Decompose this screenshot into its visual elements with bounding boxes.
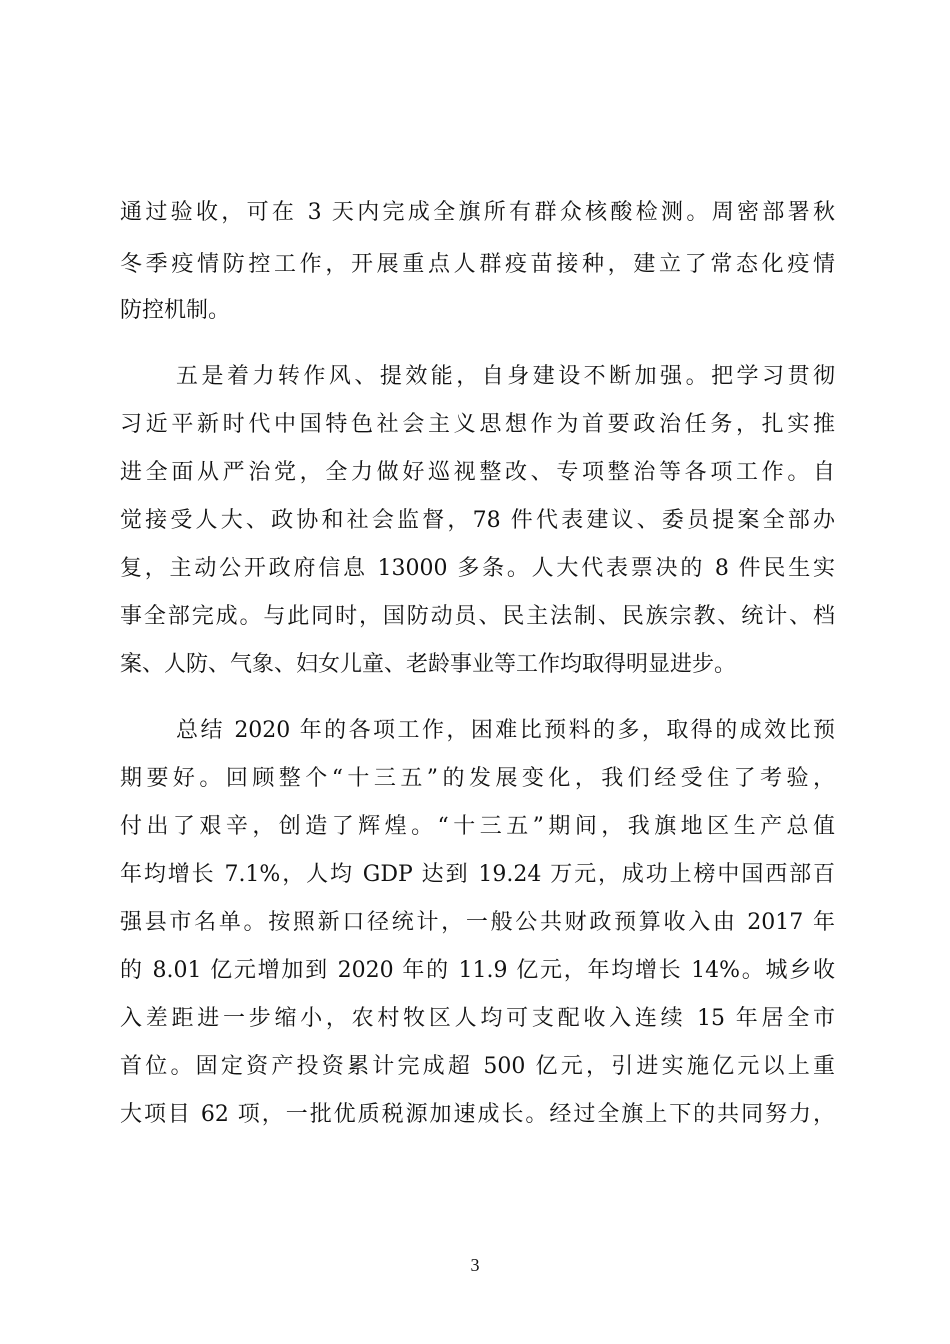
text-line: 防控机制。 — [120, 298, 231, 323]
text-line: 期要好。回顾整个“十三五”的发展变化，我们经受住了考验， — [120, 766, 835, 791]
text-line: 进全面从严治党，全力做好巡视整改、专项整治等各项工作。自 — [120, 460, 835, 485]
text-line: 习近平新时代中国特色社会主义思想作为首要政治任务，扎实推 — [120, 412, 835, 437]
text-line: 案、人防、气象、妇女儿童、老龄事业等工作均取得明显进步。 — [120, 652, 737, 677]
text-line: 年均增长 7.1%，人均 GDP 达到 19.24 万元，成功上榜中国西部百 — [120, 862, 835, 887]
text-line: 通过验收，可在 3 天内完成全旗所有群众核酸检测。周密部署秋 — [120, 200, 835, 225]
text-line: 总结 2020 年的各项工作，困难比预料的多，取得的成效比预 — [176, 718, 835, 743]
text-line: 大项目 62 项，一批优质税源加速成长。经过全旗上下的共同努力， — [120, 1102, 835, 1127]
text-line: 的 8.01 亿元增加到 2020 年的 11.9 亿元，年均增长 14%。城乡收 — [120, 958, 835, 983]
text-line: 五是着力转作风、提效能，自身建设不断加强。把学习贯彻 — [176, 364, 835, 389]
text-line: 首位。固定资产投资累计完成超 500 亿元，引进实施亿元以上重 — [120, 1054, 835, 1079]
text-line: 入差距进一步缩小，农村牧区人均可支配收入连续 15 年居全市 — [120, 1006, 835, 1031]
text-line: 复，主动公开政府信息 13000 多条。人大代表票决的 8 件民生实 — [120, 556, 835, 581]
text-line: 事全部完成。与此同时，国防动员、民主法制、民族宗教、统计、档 — [120, 604, 835, 629]
text-line: 觉接受人大、政协和社会监督，78 件代表建议、委员提案全部办 — [120, 508, 835, 533]
page-number: 3 — [470, 1255, 480, 1275]
text-line: 冬季疫情防控工作，开展重点人群疫苗接种，建立了常态化疫情 — [120, 252, 835, 277]
text-line: 付出了艰辛，创造了辉煌。“十三五”期间，我旗地区生产总值 — [120, 814, 835, 839]
text-line: 强县市名单。按照新口径统计，一般公共财政预算收入由 2017 年 — [120, 910, 835, 935]
